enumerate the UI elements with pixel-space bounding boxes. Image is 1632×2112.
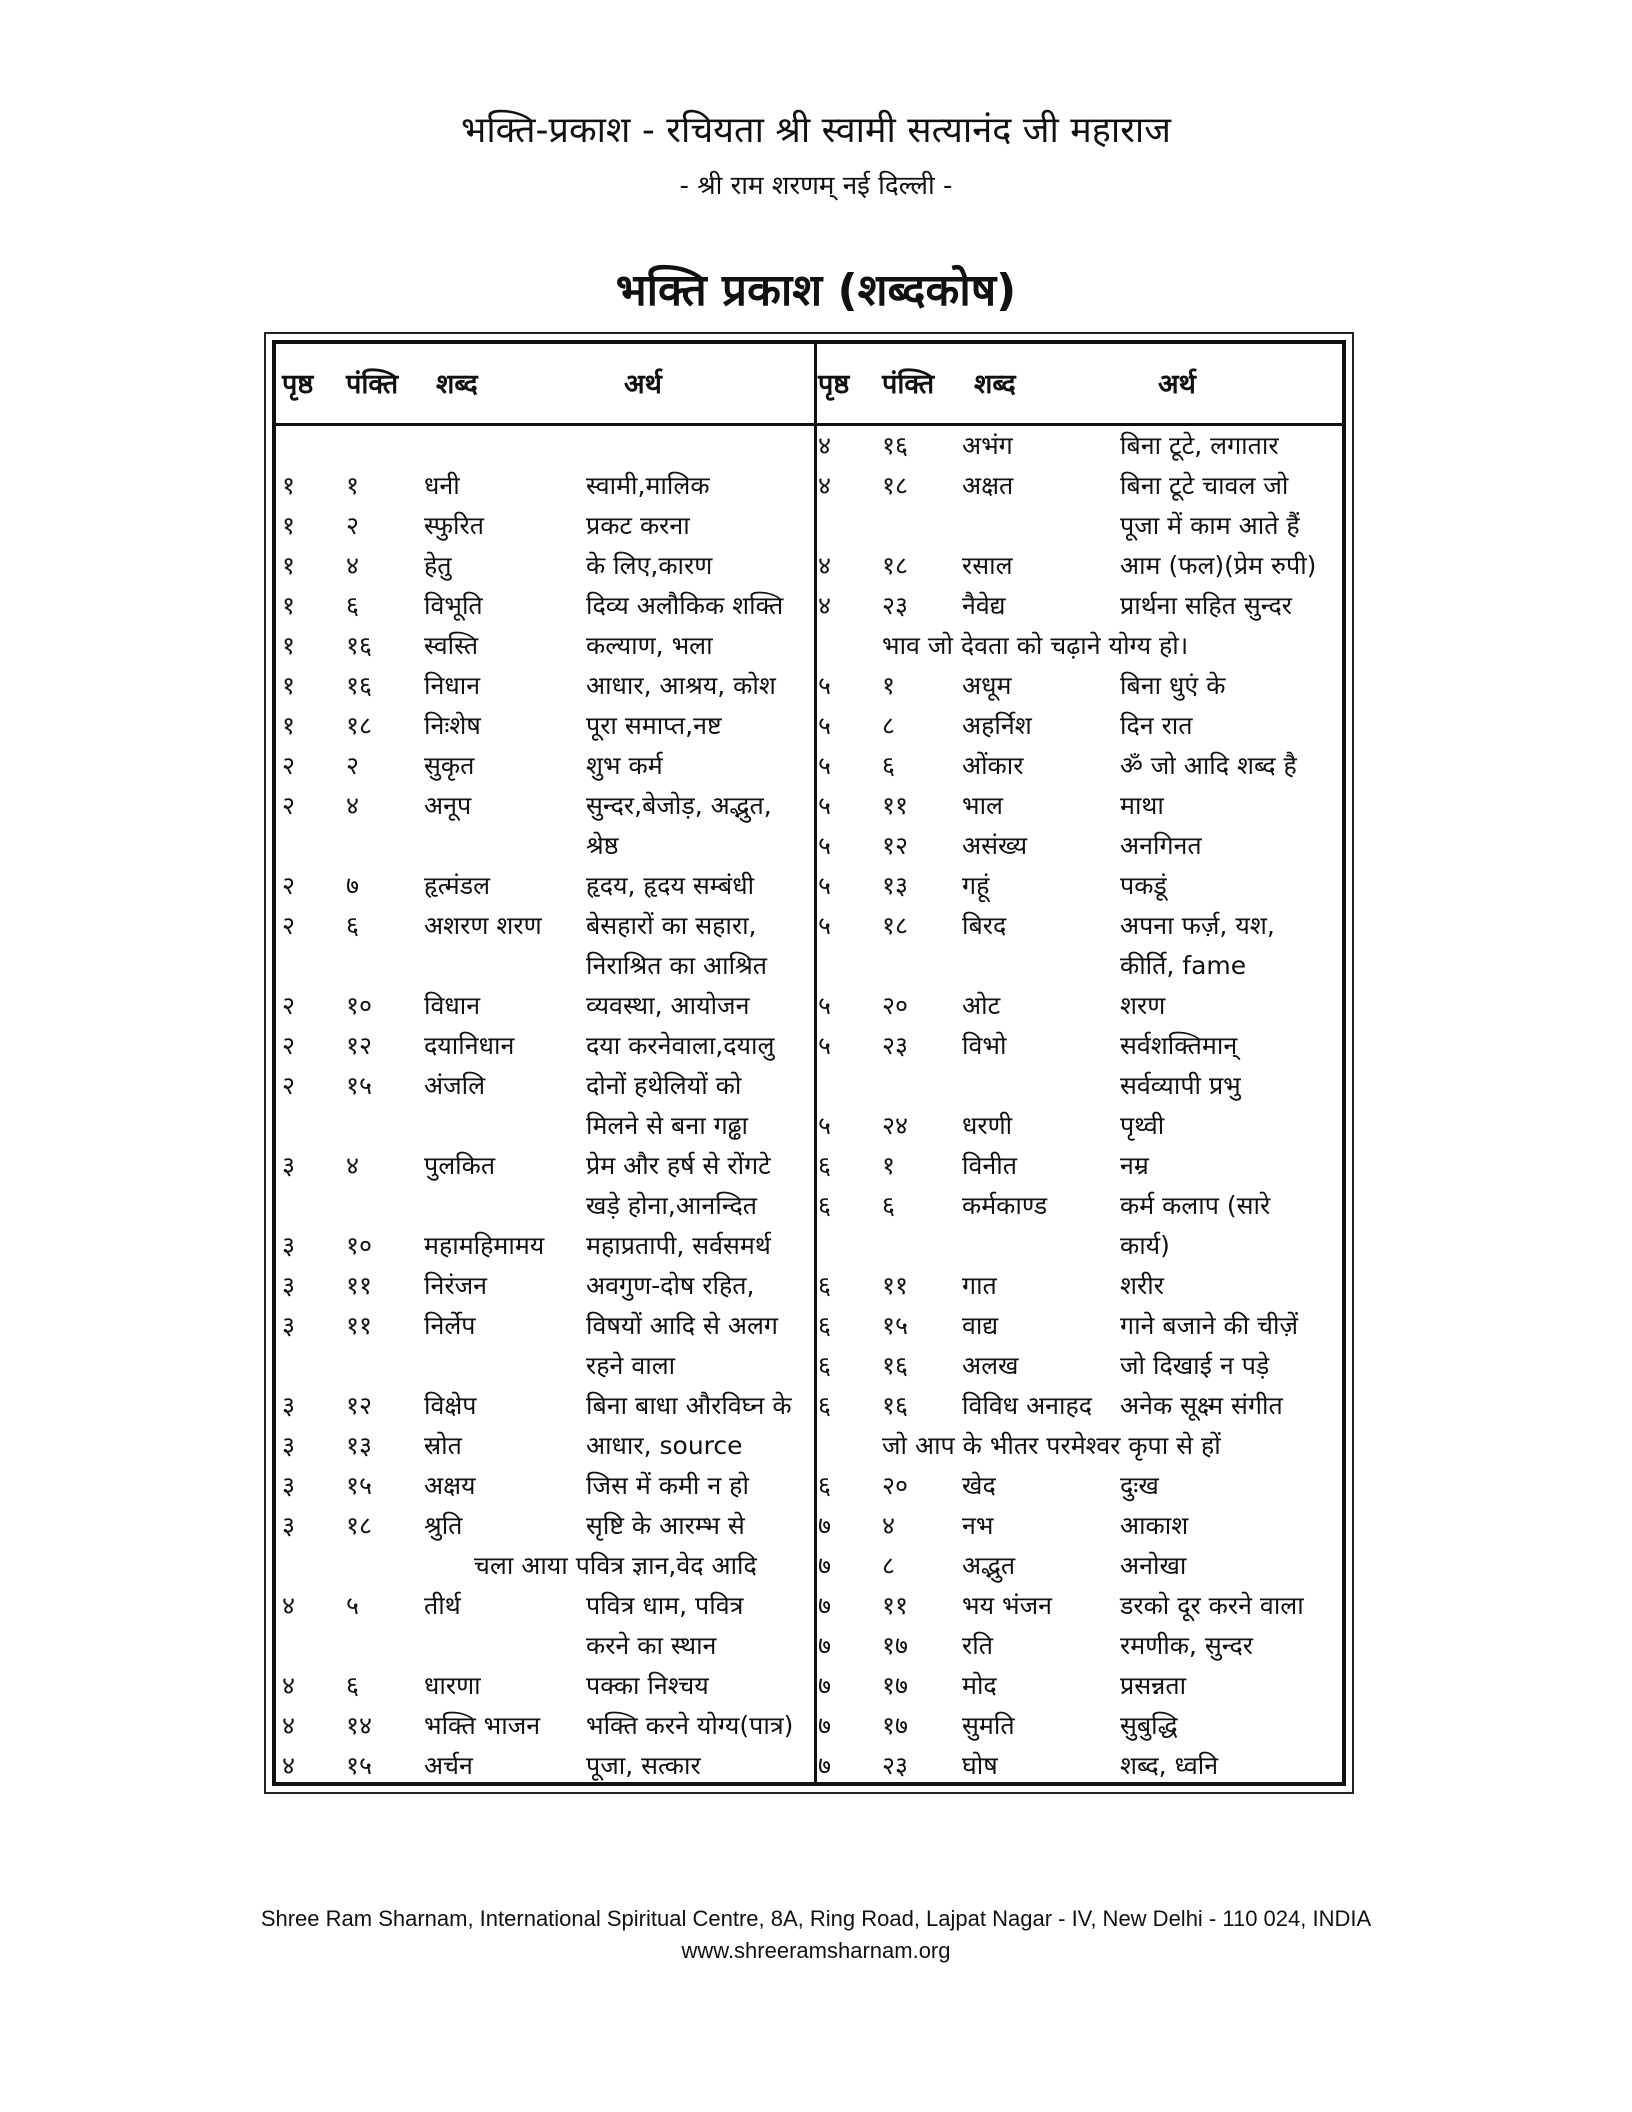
left-page-cell: ३ bbox=[282, 1471, 296, 1500]
table-row bbox=[0, 1106, 1632, 1146]
right-page-cell: ७ bbox=[818, 1551, 832, 1580]
table-row bbox=[0, 1426, 1632, 1466]
right-line-cell: ११ bbox=[882, 791, 909, 820]
left-meaning-cell: व्यवस्था, आयोजन bbox=[586, 991, 750, 1020]
table-row bbox=[0, 1666, 1632, 1706]
right-page-cell: ४ bbox=[818, 551, 832, 580]
table-row bbox=[0, 1266, 1632, 1306]
right-line-cell: ४ bbox=[882, 1511, 896, 1540]
left-page-cell: ४ bbox=[282, 1711, 296, 1740]
left-meaning-cell: शुभ कर्म bbox=[586, 751, 663, 780]
left-page-cell: २ bbox=[282, 871, 296, 900]
left-line-cell: १६ bbox=[346, 671, 373, 700]
right-page-cell: ६ bbox=[818, 1151, 832, 1180]
right-meaning-cell: कीर्ति, fame bbox=[1120, 951, 1247, 980]
right-page-cell: ५ bbox=[818, 671, 832, 700]
left-line-cell: १० bbox=[346, 1231, 373, 1260]
left-meaning-cell: के लिए,कारण bbox=[586, 551, 713, 580]
table-row bbox=[0, 626, 1632, 666]
right-word-cell: अलख bbox=[962, 1351, 1019, 1380]
left-word-cell: पुलकित bbox=[424, 1151, 496, 1180]
left-word-header: शब्द bbox=[436, 369, 478, 400]
left-meaning-cell: पूरा समाप्त,नष्ट bbox=[586, 711, 722, 740]
right-line-cell: १२ bbox=[882, 831, 909, 860]
right-word-cell: असंख्य bbox=[962, 831, 1028, 860]
right-line-cell: २३ bbox=[882, 1031, 909, 1060]
left-word-cell: स्फुरित bbox=[424, 511, 484, 540]
right-word-cell: अद्भुत bbox=[962, 1551, 1016, 1580]
table-row bbox=[0, 946, 1632, 986]
right-meaning-cell: शरण bbox=[1120, 991, 1166, 1020]
footer-address: Shree Ram Sharnam, International Spiritual Centre, 8A, Ring Road, Lajpat Nagar - IV, New Delhi - 110 024, INDIA bbox=[260, 1906, 1372, 1931]
right-line-cell: १८ bbox=[882, 471, 909, 500]
left-meaning-cell: प्रेम और हर्ष से रोंगटे bbox=[586, 1151, 771, 1180]
right-page-cell: ५ bbox=[818, 791, 832, 820]
left-page-cell: २ bbox=[282, 991, 296, 1020]
left-page-cell: १ bbox=[282, 671, 296, 700]
right-word-cell: ओट bbox=[962, 991, 1001, 1020]
left-meaning-cell: करने का स्थान bbox=[586, 1631, 717, 1660]
left-word-cell: अक्षय bbox=[424, 1471, 476, 1500]
left-line-cell: ११ bbox=[346, 1271, 373, 1300]
table-row bbox=[0, 1506, 1632, 1546]
right-word-cell: ओंकार bbox=[962, 751, 1024, 780]
left-page-cell: ३ bbox=[282, 1231, 296, 1260]
right-meaning-cell: नम्र bbox=[1120, 1151, 1149, 1180]
table-row bbox=[0, 1066, 1632, 1106]
left-page-cell: ४ bbox=[282, 1591, 296, 1620]
right-page-cell: ५ bbox=[818, 1031, 832, 1060]
left-line-cell: १० bbox=[346, 991, 373, 1020]
right-line-cell: ११ bbox=[882, 1271, 909, 1300]
right-meaning-cell: शरीर bbox=[1120, 1271, 1164, 1300]
right-page-cell: ६ bbox=[818, 1311, 832, 1340]
left-word-cell: सुकृत bbox=[424, 751, 475, 780]
right-line-cell: ८ bbox=[882, 1551, 896, 1580]
left-word-cell: महामहिमामय bbox=[424, 1231, 545, 1260]
right-page-cell: ५ bbox=[818, 911, 832, 940]
right-line-cell: २० bbox=[882, 991, 909, 1020]
table-row bbox=[0, 746, 1632, 786]
right-page-cell: ६ bbox=[818, 1191, 832, 1220]
table-row bbox=[0, 1386, 1632, 1426]
left-page-cell: ३ bbox=[282, 1431, 296, 1460]
left-meaning-cell: खड़े होना,आनन्दित bbox=[586, 1191, 757, 1220]
left-word-cell: विक्षेप bbox=[424, 1391, 477, 1420]
right-page-cell: ६ bbox=[818, 1391, 832, 1420]
table-row bbox=[0, 706, 1632, 746]
left-word-cell: निधान bbox=[424, 671, 481, 700]
left-line-cell: १ bbox=[346, 471, 360, 500]
left-meaning-cell: सुन्दर,बेजोड़, अद्भुत, bbox=[586, 791, 772, 820]
right-word-cell: घोष bbox=[962, 1751, 998, 1780]
right-meaning-cell: अनोखा bbox=[1120, 1551, 1187, 1580]
left-word-cell: अशरण शरण bbox=[424, 911, 542, 940]
left-word-cell: निर्लेप bbox=[424, 1311, 476, 1340]
table-row bbox=[0, 1346, 1632, 1386]
left-page-cell: १ bbox=[282, 591, 296, 620]
table-row bbox=[0, 1466, 1632, 1506]
right-line-cell: १६ bbox=[882, 431, 909, 460]
right-page-cell: ७ bbox=[818, 1511, 832, 1540]
right-meaning-header: अर्थ bbox=[1158, 369, 1196, 400]
right-meaning-cell: प्रसन्नता bbox=[1120, 1671, 1187, 1700]
left-meaning-cell: बिना बाधा औरविघ्न के bbox=[586, 1391, 792, 1420]
right-meaning-cell: आकाश bbox=[1120, 1511, 1189, 1540]
left-word-cell: तीर्थ bbox=[424, 1591, 461, 1620]
table-row bbox=[0, 1026, 1632, 1066]
left-page-cell: १ bbox=[282, 631, 296, 660]
left-line-cell: १२ bbox=[346, 1391, 373, 1420]
left-word-cell: धारणा bbox=[424, 1671, 481, 1700]
table-row bbox=[0, 1146, 1632, 1186]
right-meaning-cell: आम (फल)(प्रेम रुपी) bbox=[1120, 551, 1317, 580]
right-word-cell: विनीत bbox=[962, 1151, 1017, 1180]
right-meaning-cell: सर्वव्यापी प्रभु bbox=[1120, 1071, 1241, 1100]
right-line-cell: ६ bbox=[882, 751, 896, 780]
right-word-cell: रति bbox=[962, 1631, 993, 1660]
left-page-cell: १ bbox=[282, 551, 296, 580]
right-line-cell: ६ bbox=[882, 1191, 896, 1220]
left-page-cell: १ bbox=[282, 471, 296, 500]
left-meaning-cell: महाप्रतापी, सर्वसमर्थ bbox=[586, 1231, 771, 1260]
right-page-cell: ६ bbox=[818, 1271, 832, 1300]
right-line-cell: ११ bbox=[882, 1591, 909, 1620]
right-meaning-cell: दुःख bbox=[1120, 1471, 1159, 1500]
left-meaning-cell: पवित्र धाम, पवित्र bbox=[586, 1591, 744, 1620]
left-line-cell: ६ bbox=[346, 1671, 360, 1700]
right-meaning-cell: गाने बजाने की चीज़ें bbox=[1120, 1311, 1299, 1340]
left-word-cell: विधान bbox=[424, 991, 481, 1020]
left-meaning-header: अर्थ bbox=[624, 369, 662, 400]
left-meaning-cell: बेसहारों का सहारा, bbox=[586, 911, 757, 940]
left-page-cell: ३ bbox=[282, 1151, 296, 1180]
left-meaning-cell: पक्का निश्चय bbox=[586, 1671, 709, 1700]
left-meaning-cell: भक्ति करने योग्य(पात्र) bbox=[586, 1711, 794, 1740]
right-meaning-cell: सुबुद्धि bbox=[1120, 1711, 1178, 1740]
right-page-header: पृष्ठ bbox=[818, 369, 850, 400]
left-meaning-cell: अवगुण-दोष रहित, bbox=[586, 1271, 755, 1300]
right-line-cell: १३ bbox=[882, 871, 909, 900]
right-meaning-cell: पूजा में काम आते हैं bbox=[1120, 511, 1300, 540]
right-line-cell: ८ bbox=[882, 711, 896, 740]
left-page-cell: ३ bbox=[282, 1391, 296, 1420]
left-page-cell: ४ bbox=[282, 1671, 296, 1700]
left-meaning-cell: पूजा, सत्कार bbox=[586, 1751, 701, 1780]
right-word-cell: अक्षत bbox=[962, 471, 1014, 500]
left-meaning-cell: निराश्रित का आश्रित bbox=[586, 951, 768, 980]
right-meaning-cell: डरको दूर करने वाला bbox=[1120, 1591, 1304, 1620]
right-meaning-cell: दिन रात bbox=[1120, 711, 1193, 740]
right-line-cell: २३ bbox=[882, 1751, 909, 1780]
right-meaning-cell: कार्य) bbox=[1120, 1231, 1170, 1260]
left-line-cell: १५ bbox=[346, 1751, 373, 1780]
right-word-cell: गात bbox=[962, 1271, 997, 1300]
right-page-cell: ४ bbox=[818, 471, 832, 500]
left-line-cell: १८ bbox=[346, 711, 373, 740]
right-page-cell: ५ bbox=[818, 711, 832, 740]
table-row bbox=[0, 1226, 1632, 1266]
document-header-title: भक्ति-प्रकाश - रचियता श्री स्वामी सत्यानंद जी महाराज bbox=[461, 110, 1171, 151]
right-meaning-cell: अनगिनत bbox=[1120, 831, 1202, 860]
left-page-cell: ३ bbox=[282, 1511, 296, 1540]
right-meaning-cell: ॐ जो आदि शब्द है bbox=[1120, 751, 1297, 780]
right-word-cell: अहर्निश bbox=[962, 711, 1032, 740]
table-row bbox=[0, 586, 1632, 626]
left-page-cell: २ bbox=[282, 751, 296, 780]
right-line-cell: १७ bbox=[882, 1631, 909, 1660]
left-line-cell: १८ bbox=[346, 1511, 373, 1540]
left-page-cell: २ bbox=[282, 791, 296, 820]
left-meaning-cell: विषयों आदि से अलग bbox=[586, 1311, 778, 1340]
right-line-header: पंक्ति bbox=[882, 369, 935, 400]
left-word-cell: भक्ति भाजन bbox=[424, 1711, 541, 1740]
left-meaning-cell: दिव्य अलौकिक शक्ति bbox=[586, 591, 784, 620]
right-word-cell: बिरद bbox=[962, 911, 1007, 940]
left-word-cell: अर्चन bbox=[424, 1751, 473, 1780]
document-header-subtitle: - श्री राम शरणम् नई दिल्ली - bbox=[679, 171, 953, 201]
right-line-cell: १६ bbox=[882, 1351, 909, 1380]
right-line-cell: १८ bbox=[882, 911, 909, 940]
left-word-cell: श्रुति bbox=[424, 1511, 463, 1540]
right-line-cell: १७ bbox=[882, 1671, 909, 1700]
left-meaning-cell: आधार, आश्रय, कोश bbox=[586, 671, 776, 700]
left-meaning-cell: दोनों हथेलियों को bbox=[586, 1071, 742, 1100]
left-word-cell: दयानिधान bbox=[424, 1031, 515, 1060]
left-page-header: पृष्ठ bbox=[282, 369, 314, 400]
right-word-cell: गहूं bbox=[962, 871, 990, 900]
left-meaning-cell: रहने वाला bbox=[586, 1351, 676, 1380]
right-meaning-cell: प्रार्थना सहित सुन्दर bbox=[1120, 591, 1292, 620]
left-meaning-cell: कल्याण, भला bbox=[586, 631, 713, 660]
right-line-cell: १६ bbox=[882, 1391, 909, 1420]
left-word-cell: विभूति bbox=[424, 591, 483, 620]
left-page-cell: २ bbox=[282, 1071, 296, 1100]
left-meaning-cell: हृदय, हृदय सम्बंधी bbox=[586, 871, 755, 900]
left-page-cell: २ bbox=[282, 1031, 296, 1060]
left-line-cell: १५ bbox=[346, 1471, 373, 1500]
right-word-cell: धरणी bbox=[962, 1111, 1013, 1140]
left-page-cell: ३ bbox=[282, 1311, 296, 1340]
right-meaning-cell: बिना टूटे, लगातार bbox=[1120, 431, 1279, 460]
right-word-cell: विविध अनाहद bbox=[962, 1391, 1093, 1420]
left-meaning-cell: स्वामी,मालिक bbox=[586, 471, 710, 500]
table-row bbox=[0, 1746, 1632, 1786]
right-page-cell: ७ bbox=[818, 1751, 832, 1780]
left-word-cell: धनी bbox=[424, 471, 460, 500]
left-page-cell: १ bbox=[282, 711, 296, 740]
left-word-cell: स्वस्ति bbox=[424, 631, 479, 660]
right-line-cell: २४ bbox=[882, 1111, 909, 1140]
left-word-cell: स्रोत bbox=[424, 1431, 462, 1460]
left-line-cell: ७ bbox=[346, 871, 360, 900]
left-page-cell: ३ bbox=[282, 1271, 296, 1300]
left-word-cell: हेतु bbox=[424, 551, 452, 580]
right-word-cell: अधूम bbox=[962, 671, 1012, 700]
right-meaning-cell: अनेक सूक्ष्म संगीत bbox=[1120, 1391, 1283, 1420]
left-line-cell: ४ bbox=[346, 551, 360, 580]
right-word-cell: सुमति bbox=[962, 1711, 1015, 1740]
left-line-cell: १५ bbox=[346, 1071, 373, 1100]
left-word-cell: अनूप bbox=[424, 791, 472, 820]
right-page-cell: ७ bbox=[818, 1591, 832, 1620]
right-word-cell: मोद bbox=[962, 1671, 997, 1700]
left-line-cell: ४ bbox=[346, 791, 360, 820]
right-line-cell: २३ bbox=[882, 591, 909, 620]
table-row bbox=[0, 1626, 1632, 1666]
right-page-cell: ४ bbox=[818, 591, 832, 620]
left-line-cell: ६ bbox=[346, 911, 360, 940]
left-meaning-cell: दया करनेवाला,दयालु bbox=[586, 1031, 775, 1060]
right-word-cell: कर्मकाण्ड bbox=[962, 1191, 1048, 1220]
table-row bbox=[0, 1586, 1632, 1626]
left-word-cell: निरंजन bbox=[424, 1271, 488, 1300]
right-word-cell: खेद bbox=[962, 1471, 996, 1500]
left-line-cell: २ bbox=[346, 511, 360, 540]
left-line-cell: ५ bbox=[346, 1591, 360, 1620]
left-meaning-cell: श्रेष्ठ bbox=[586, 831, 619, 860]
right-word-cell: नभ bbox=[962, 1511, 994, 1540]
left-page-cell: ४ bbox=[282, 1751, 296, 1780]
left-word-cell: निःशेष bbox=[424, 711, 481, 740]
right-meaning-cell: पृथ्वी bbox=[1120, 1111, 1165, 1140]
right-meaning-cell: रमणीक, सुन्दर bbox=[1120, 1631, 1253, 1660]
right-page-cell: ५ bbox=[818, 831, 832, 860]
table-row bbox=[0, 866, 1632, 906]
right-meaning-cell: माथा bbox=[1120, 791, 1164, 820]
table-row bbox=[0, 506, 1632, 546]
right-word-cell: भाल bbox=[962, 791, 1004, 820]
right-word-cell: विभो bbox=[962, 1031, 1007, 1060]
right-meaning-cell: अपना फर्ज़, यश, bbox=[1120, 911, 1275, 940]
left-span-cell: चला आया पवित्र ज्ञान,वेद आदि bbox=[474, 1551, 757, 1580]
right-meaning-cell: सर्वशक्तिमान् bbox=[1120, 1031, 1238, 1060]
table-row bbox=[0, 546, 1632, 586]
right-line-cell: १ bbox=[882, 671, 896, 700]
left-page-cell: २ bbox=[282, 911, 296, 940]
table-row bbox=[0, 426, 1632, 466]
left-meaning-cell: मिलने से बना गढ्ढा bbox=[586, 1111, 749, 1140]
right-page-cell: ५ bbox=[818, 871, 832, 900]
table-row bbox=[0, 466, 1632, 506]
left-line-header: पंक्ति bbox=[346, 369, 399, 400]
right-page-cell: ४ bbox=[818, 431, 832, 460]
table-row bbox=[0, 826, 1632, 866]
glossary-table bbox=[0, 426, 1632, 1786]
right-line-cell: २० bbox=[882, 1471, 909, 1500]
table-row bbox=[0, 1546, 1632, 1586]
left-line-cell: ११ bbox=[346, 1311, 373, 1340]
left-meaning-cell: जिस में कमी न हो bbox=[586, 1471, 749, 1500]
right-meaning-cell: शब्द, ध्वनि bbox=[1120, 1751, 1219, 1780]
footer-website: www.shreeramsharnam.org bbox=[681, 1938, 951, 1963]
left-word-cell: अंजलि bbox=[424, 1071, 486, 1100]
left-line-cell: १४ bbox=[346, 1711, 373, 1740]
right-word-cell: नैवेद्य bbox=[962, 591, 1006, 620]
left-word-cell: हृत्मंडल bbox=[424, 871, 491, 900]
left-line-cell: १३ bbox=[346, 1431, 373, 1460]
left-meaning-cell: प्रकट करना bbox=[586, 511, 690, 540]
right-meaning-cell: बिना धुएं के bbox=[1120, 671, 1226, 700]
right-line-cell: १७ bbox=[882, 1711, 909, 1740]
right-word-header: शब्द bbox=[974, 369, 1016, 400]
right-meaning-cell: कर्म कलाप (सारे bbox=[1120, 1191, 1271, 1220]
table-row bbox=[0, 1186, 1632, 1226]
table-row bbox=[0, 986, 1632, 1026]
table-row bbox=[0, 1306, 1632, 1346]
table-row bbox=[0, 666, 1632, 706]
left-meaning-cell: सृष्टि के आरम्भ से bbox=[586, 1511, 745, 1540]
table-row bbox=[0, 906, 1632, 946]
right-word-cell: रसाल bbox=[962, 551, 1013, 580]
right-page-cell: ५ bbox=[818, 751, 832, 780]
right-word-cell: अभंग bbox=[962, 431, 1013, 460]
left-line-cell: ६ bbox=[346, 591, 360, 620]
right-word-cell: भय भंजन bbox=[962, 1591, 1053, 1620]
right-meaning-cell: जो दिखाई न पड़े bbox=[1120, 1351, 1270, 1380]
right-page-cell: ६ bbox=[818, 1351, 832, 1380]
left-page-cell: १ bbox=[282, 511, 296, 540]
right-page-cell: ५ bbox=[818, 1111, 832, 1140]
left-line-cell: ४ bbox=[346, 1151, 360, 1180]
left-line-cell: २ bbox=[346, 751, 360, 780]
table-row bbox=[0, 786, 1632, 826]
right-meaning-cell: बिना टूटे चावल जो bbox=[1120, 471, 1289, 500]
right-page-cell: ७ bbox=[818, 1711, 832, 1740]
right-page-cell: ५ bbox=[818, 991, 832, 1020]
page-title: भक्ति प्रकाश (शब्दकोष) bbox=[615, 265, 1017, 316]
right-page-cell: ७ bbox=[818, 1671, 832, 1700]
right-page-cell: ६ bbox=[818, 1471, 832, 1500]
table-row bbox=[0, 1706, 1632, 1746]
left-meaning-cell: आधार, source bbox=[586, 1431, 743, 1460]
right-word-cell: वाद्य bbox=[962, 1311, 999, 1340]
right-meaning-cell: पकडूं bbox=[1120, 871, 1167, 900]
left-line-cell: १२ bbox=[346, 1031, 373, 1060]
right-line-cell: १ bbox=[882, 1151, 896, 1180]
right-page-cell: ७ bbox=[818, 1631, 832, 1660]
right-span-cell: जो आप के भीतर परमेश्वर कृपा से हों bbox=[882, 1431, 1221, 1460]
right-span-cell: भाव जो देवता को चढ़ाने योग्य हो। bbox=[882, 631, 1189, 660]
left-line-cell: १६ bbox=[346, 631, 373, 660]
right-line-cell: १८ bbox=[882, 551, 909, 580]
right-line-cell: १५ bbox=[882, 1311, 909, 1340]
